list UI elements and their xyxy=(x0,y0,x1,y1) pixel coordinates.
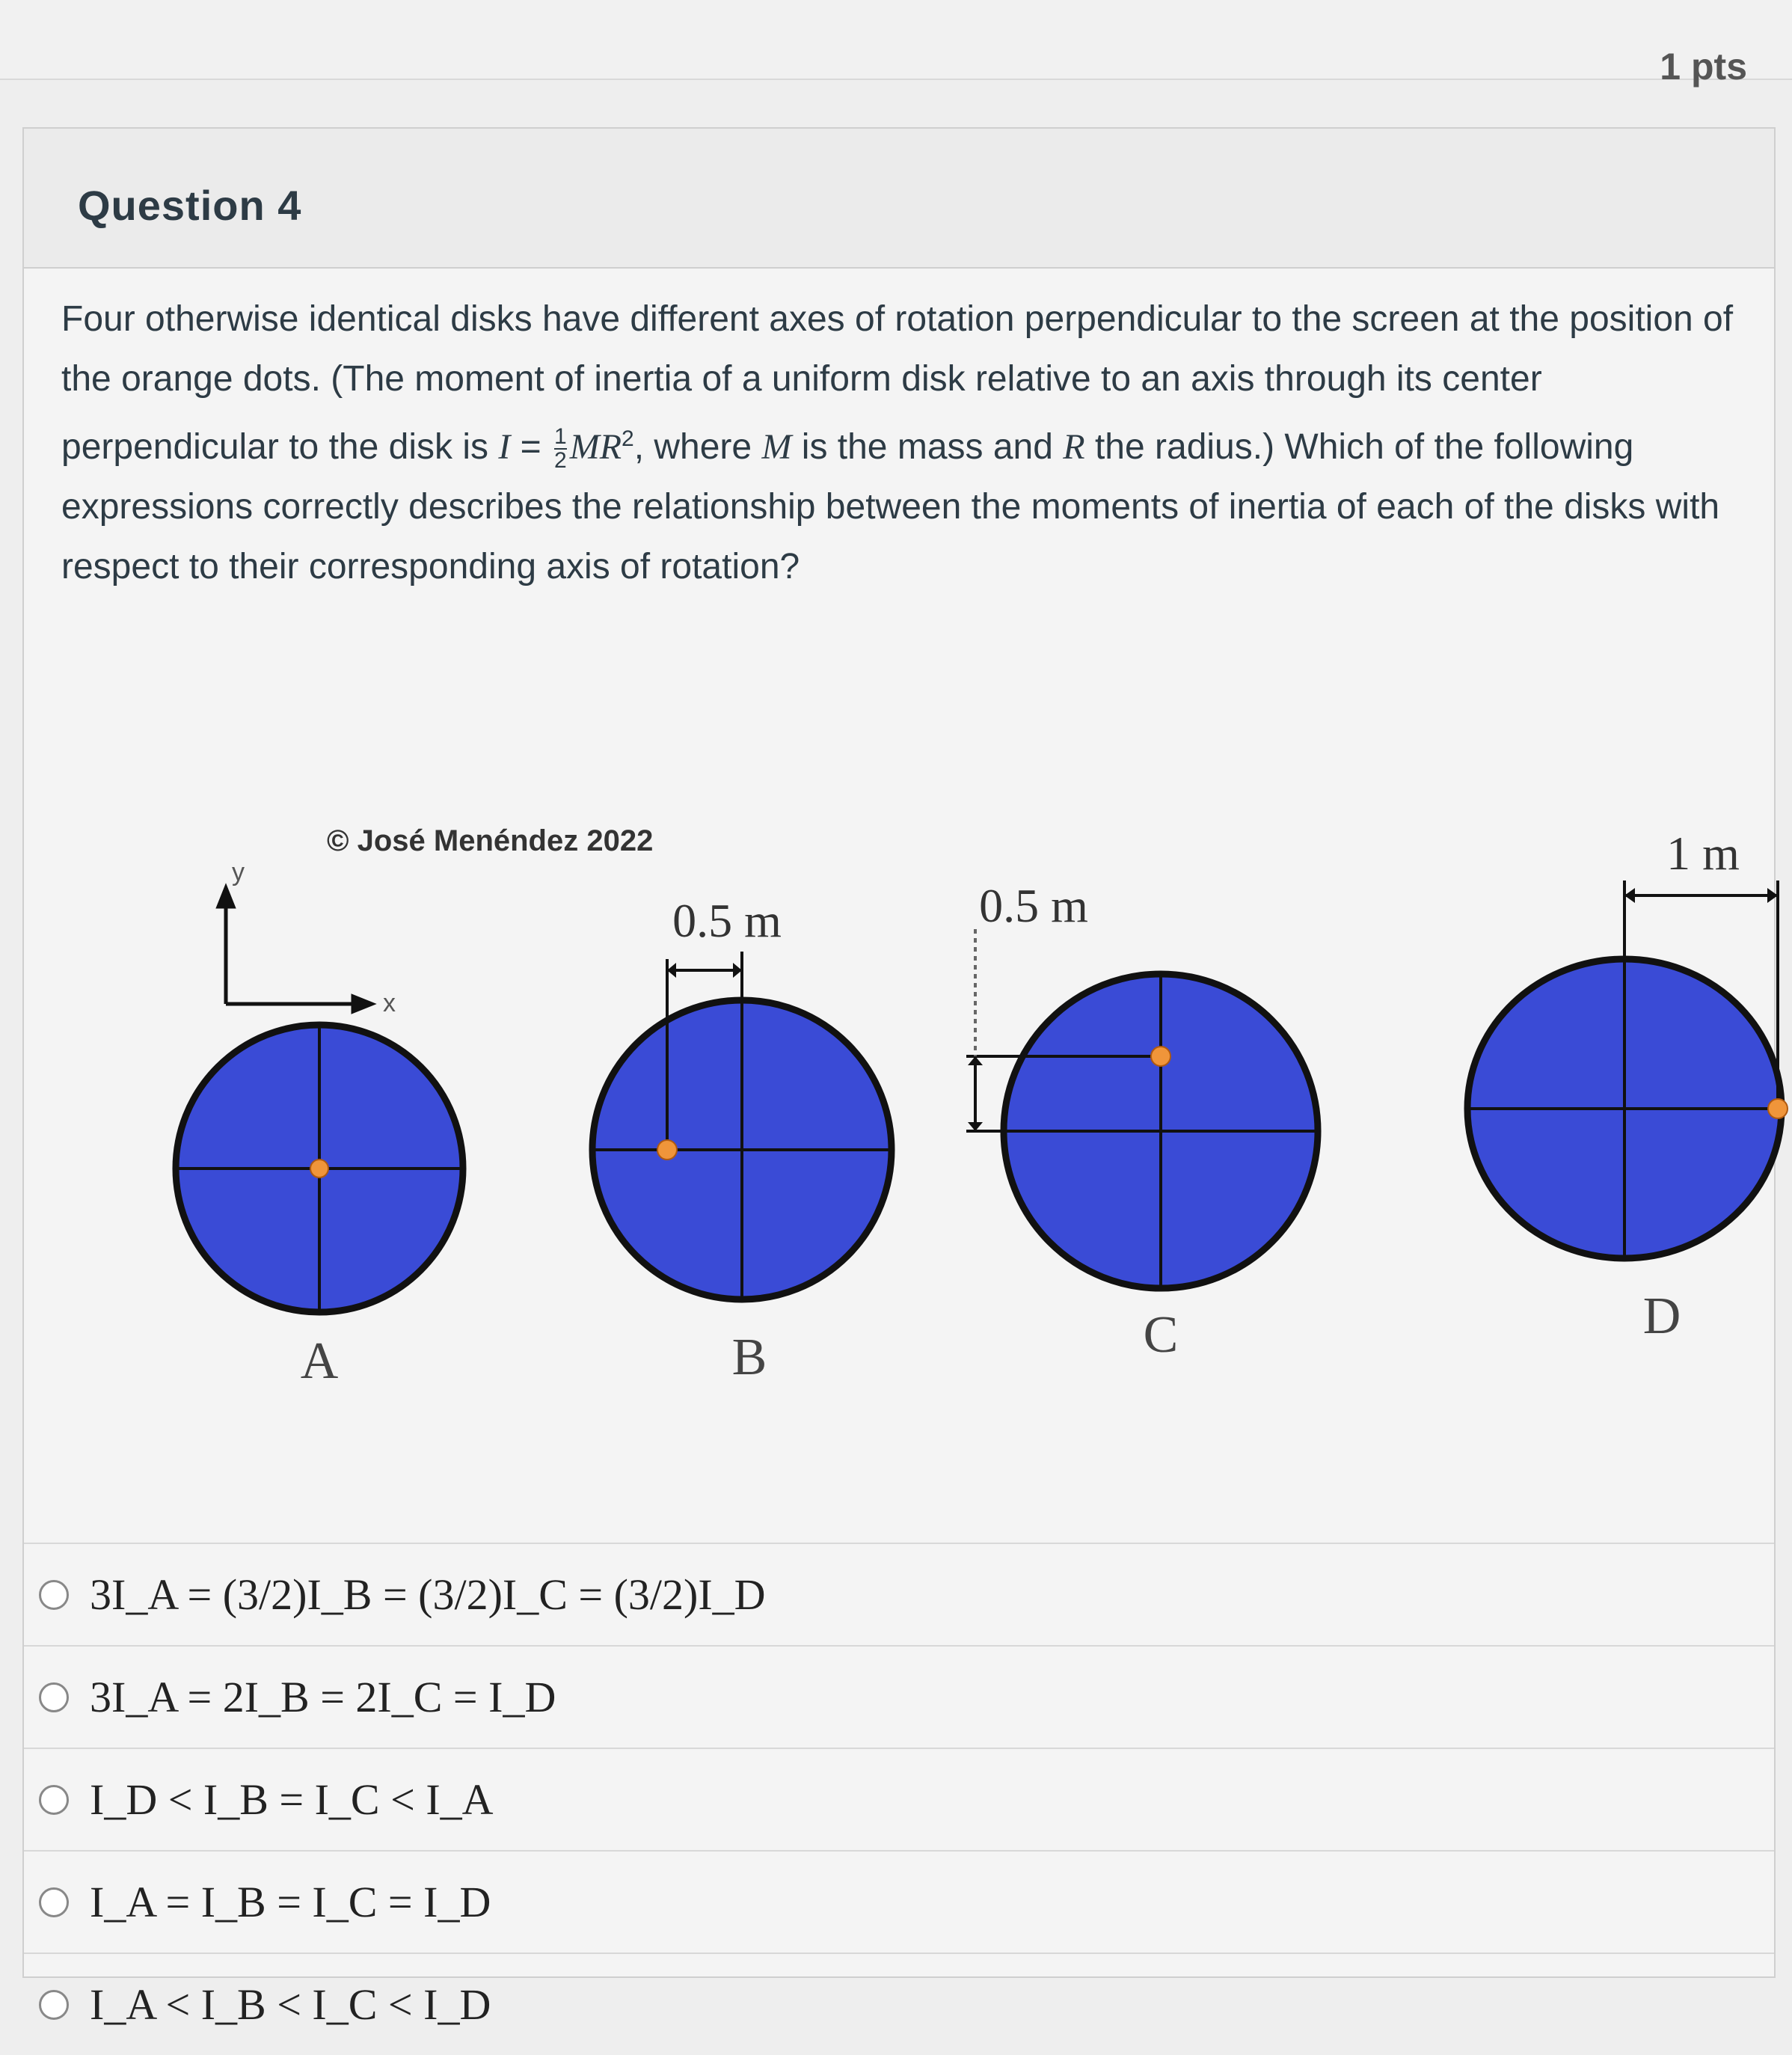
formula-exponent: 2 xyxy=(622,426,634,451)
formula-eq: = xyxy=(510,427,552,467)
y-axis-arrow xyxy=(218,888,233,907)
radio-button-3[interactable] xyxy=(39,1785,69,1815)
answer-option-1[interactable] xyxy=(24,1543,1774,1645)
question-text-part1: Four otherwise identical disks have different axes of rotation perpendicular to the screen at the position of the orange dots. (The moment of inertia of a uniform disk relative to an axis through its center perpendicular to the disk is xyxy=(61,299,1734,467)
disk-label-b: B xyxy=(731,1329,767,1386)
disk-figure xyxy=(69,824,1792,1498)
disk-a xyxy=(176,1025,463,1312)
radio-button-2[interactable] xyxy=(39,1682,69,1712)
axis-dot-d xyxy=(1768,1099,1788,1118)
disk-diagram xyxy=(69,824,1789,1498)
answer-list xyxy=(24,1543,1774,2055)
question-text-part4: the radius.) Which of the following expressions correctly describes the relationship between the moments of inertia of each of the disks with respect to their corresponding axis of rotation? xyxy=(61,427,1720,587)
x-axis-arrow xyxy=(353,996,372,1011)
top-band xyxy=(0,0,1792,80)
answer-label-1[interactable]: 3I_A = (3/2)I_B = (3/2)I_C = (3/2)I_D xyxy=(90,1570,766,1619)
answer-label-3[interactable]: I_D < I_B = I_C < I_A xyxy=(90,1775,494,1824)
disk-d xyxy=(1467,881,1788,1258)
disk-label-d: D xyxy=(1642,1287,1681,1345)
dimension-label-c: 0.5 m xyxy=(979,879,1088,932)
axis-dot-a xyxy=(310,1160,328,1177)
dimension-label-d: 1 m xyxy=(1666,827,1740,880)
radio-button-1[interactable] xyxy=(39,1580,69,1610)
radio-button-4[interactable] xyxy=(39,1887,69,1917)
formula-MR: MR xyxy=(569,427,622,467)
formula-fraction xyxy=(554,426,567,472)
answer-label-2[interactable]: 3I_A = 2I_B = 2I_C = I_D xyxy=(90,1673,556,1721)
question-text-part2: , where xyxy=(633,427,762,467)
question-header xyxy=(24,129,1774,269)
answer-option-5[interactable] xyxy=(24,1953,1774,2055)
formula-denominator: 2 xyxy=(554,448,567,474)
coordinate-axes xyxy=(218,888,372,1011)
formula-numerator: 1 xyxy=(554,424,567,450)
answer-option-2[interactable] xyxy=(24,1645,1774,1748)
answer-option-3[interactable] xyxy=(24,1748,1774,1850)
radio-button-5[interactable] xyxy=(39,1990,69,2020)
answer-label-5[interactable]: I_A < I_B < I_C < I_D xyxy=(90,1980,491,2029)
answer-option-4[interactable] xyxy=(24,1850,1774,1953)
var-M: M xyxy=(761,427,792,467)
axis-dot-b xyxy=(657,1140,677,1160)
y-axis-label: y xyxy=(232,858,245,886)
question-card xyxy=(22,127,1776,2029)
disk-label-a: A xyxy=(300,1332,339,1390)
axis-dot-c xyxy=(1151,1047,1170,1066)
answer-label-4[interactable]: I_A = I_B = I_C = I_D xyxy=(90,1878,491,1926)
var-R: R xyxy=(1063,427,1085,467)
dimension-label-b: 0.5 m xyxy=(672,894,782,947)
question-body xyxy=(61,290,1759,597)
formula-I: I xyxy=(498,427,511,467)
disk-b xyxy=(592,952,892,1299)
disk-label-c: C xyxy=(1143,1306,1179,1364)
x-axis-label: x xyxy=(383,989,396,1017)
question-text-part3: is the mass and xyxy=(791,427,1064,467)
copyright-text: © José Menéndez 2022 xyxy=(327,824,654,857)
question-text xyxy=(61,290,1759,597)
question-title: Question 4 xyxy=(78,182,302,229)
disk-c xyxy=(966,929,1318,1288)
points-label: 1 pts xyxy=(1660,46,1747,88)
